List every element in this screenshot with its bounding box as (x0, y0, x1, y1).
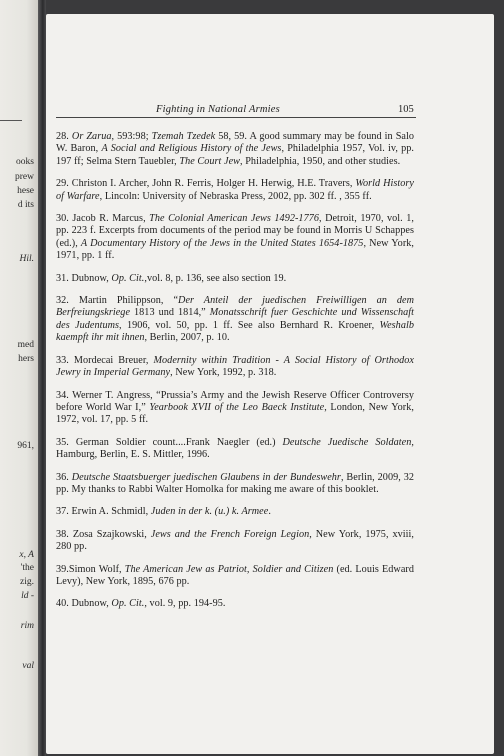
endnote (56, 564, 414, 589)
endnote-title: World History of Warfare (56, 178, 414, 202)
endnote-text: , Philadelphia, 1950, and other studies. (240, 155, 401, 167)
endnote-title: Yearbook XVII of the Leo Baeck Institute (149, 401, 325, 413)
endnote-title: Modernity within Tradition - A Social History of Orthodox Jewry in Imperial Germany (56, 354, 414, 379)
endnote-text: 37. Erwin A. Schmidl, (56, 506, 151, 518)
endnote (56, 598, 414, 610)
endnote-text: , Hamburg, Berlin, E. S. Mittler, 1996. (56, 436, 414, 461)
left-page-fragment: hese (17, 186, 34, 196)
endnote-title: The Colonial American Jews 1492-1776 (149, 213, 319, 225)
endnote-title: The Court Jew (179, 155, 241, 167)
endnote-title: Jews and the French Foreign Legion (150, 528, 310, 540)
left-page-rule (0, 120, 22, 121)
endnote-text: , Berlin, 2009, 32 pp. My thanks to Rabbi Walter Homolka for making me aware of this booklet. (56, 471, 414, 495)
endnote (56, 437, 414, 462)
endnote-title: Deutsche Juedische Soldaten (282, 436, 412, 448)
endnote (56, 295, 414, 345)
left-page-fragment: ooks (16, 157, 34, 167)
running-head: Fighting in National Armies (156, 104, 280, 115)
endnote-text: , New York, 1975, xviii, 280 pp. (56, 528, 415, 553)
endnote-title: Juden in der k. (u.) k. Armee (150, 506, 269, 518)
endnote-text: , 593:98; (111, 131, 152, 142)
endnote-text: 1813 und 1814,” (130, 307, 210, 319)
endnote-text: 34. Werner T. Angress, “Prussia’s Army and the Jewish Reserve Officer Controversy before World War I,” (56, 389, 414, 413)
endnote (56, 529, 414, 554)
endnote-text: , Philadelphia 1957, Vol. iv, pp. 197 ff; Selma Stern Tauebler, (56, 143, 414, 167)
endnote-text: 30. Jacob R. Marcus, (56, 213, 150, 225)
endnote-text: 29. Christon I. Archer, John R. Ferris, Holger H. Herwig, H.E. Travers, (56, 178, 356, 190)
endnote-text: ,vol. 8, p. 136, see also section 19. (144, 272, 287, 284)
endnotes-list (56, 131, 414, 621)
endnote-title: Monatsschrift fuer Geschichte und Wissenschaft des Judentums (56, 307, 414, 331)
endnote-text: 31. Dubnow, (56, 272, 112, 284)
endnote-title: Op. Cit. (111, 598, 145, 610)
endnote-text: , 1906, vol. 50, pp. 1 ff. See also Bernhard R. Kroener, (119, 319, 380, 331)
endnote-text: , Berlin, 2007, p. 10. (144, 332, 230, 344)
endnote-text: 40. Dubnow, (56, 598, 112, 610)
left-page-fragment: Hil. (19, 254, 34, 264)
endnote (56, 131, 414, 168)
endnote-title: A Social and Religious History of the Jews (101, 143, 282, 155)
endnote-text: 33. Mordecai Breuer, (56, 354, 154, 366)
header-rule (56, 117, 416, 118)
book-gutter (38, 0, 46, 756)
endnote-text: 28. (56, 131, 72, 142)
left-page-fragment: rim (20, 621, 34, 631)
endnote-text: (ed. Louis Edward Levy), New York, 1895, 676 pp. (56, 563, 414, 587)
endnote-text: . (268, 506, 271, 518)
endnote-text: , New York, 1971, pp. 1 ff. (56, 237, 414, 262)
endnote-title: Or Zarua (71, 131, 112, 142)
endnote-text: 38. Zosa Szajkowski, (56, 528, 151, 540)
endnote-title: Op. Cit. (111, 272, 145, 284)
left-page-fragment: 'the (20, 563, 34, 573)
endnote-text: , Lincoln: University of Nebraska Press, 2002, pp. 302 ff. , 355 ff. (99, 190, 372, 202)
left-page-fragment: 961, (17, 441, 34, 451)
book-page (46, 14, 494, 754)
endnote-text: 32. Martin Philippson, “ (56, 295, 179, 307)
endnote-text: 39.Simon Wolf, (56, 563, 125, 575)
left-page-fragment: ld - (21, 591, 34, 601)
endnote-text: 58, 59. A good summary may be found in Salo W. Baron, (56, 131, 415, 155)
left-page-fragment: hers (18, 354, 34, 364)
endnote-title: Weshalb kaempft ihr mit ihnen (56, 319, 414, 344)
endnote (56, 390, 414, 427)
endnote-title: A Documentary History of the Jews in the United States 1654-1875 (80, 237, 364, 249)
left-page-fragment: prew (15, 172, 34, 182)
endnote-title: Der Anteil der juedischen Freiwilligen an dem Berfreiungskriege (56, 295, 415, 319)
endnote (56, 213, 414, 263)
endnote (56, 355, 414, 380)
endnote (56, 472, 414, 497)
endnote-text: 35. German Soldier count....Frank Naegler (ed.) (56, 436, 283, 448)
endnote-title: The American Jew as Patriot, Soldier and Citizen (124, 563, 334, 575)
left-page-fragment: val (22, 661, 34, 671)
endnote (56, 273, 414, 285)
endnote-text: , vol. 9, pp. 194-95. (144, 598, 226, 610)
left-page-fragment: zig. (20, 577, 34, 587)
endnote-text: , New York, 1992, p. 318. (170, 367, 277, 379)
left-page-fragment: d its (17, 200, 34, 210)
endnote-title: Deutsche Staatsbuerger juedischen Glaubens in der Bundeswehr (71, 471, 341, 483)
endnote-text: 36. (56, 471, 72, 483)
left-page-margin (0, 0, 38, 756)
left-page-fragment: x, A (19, 550, 34, 560)
endnote-text: , Detroit, 1970, vol. 1, pp. 223 f. Excerpts from documents of the period may be found in Morris U Schappes (ed.), (56, 213, 415, 249)
page-number: 105 (398, 104, 414, 115)
endnote-title: Tzemah Tzedek (151, 131, 216, 142)
endnote-text: , London, New York, 1972, vol. 17, pp. 5 ff. (56, 401, 414, 426)
left-page-fragment: med (17, 340, 34, 350)
endnote (56, 178, 414, 203)
endnote (56, 506, 414, 518)
